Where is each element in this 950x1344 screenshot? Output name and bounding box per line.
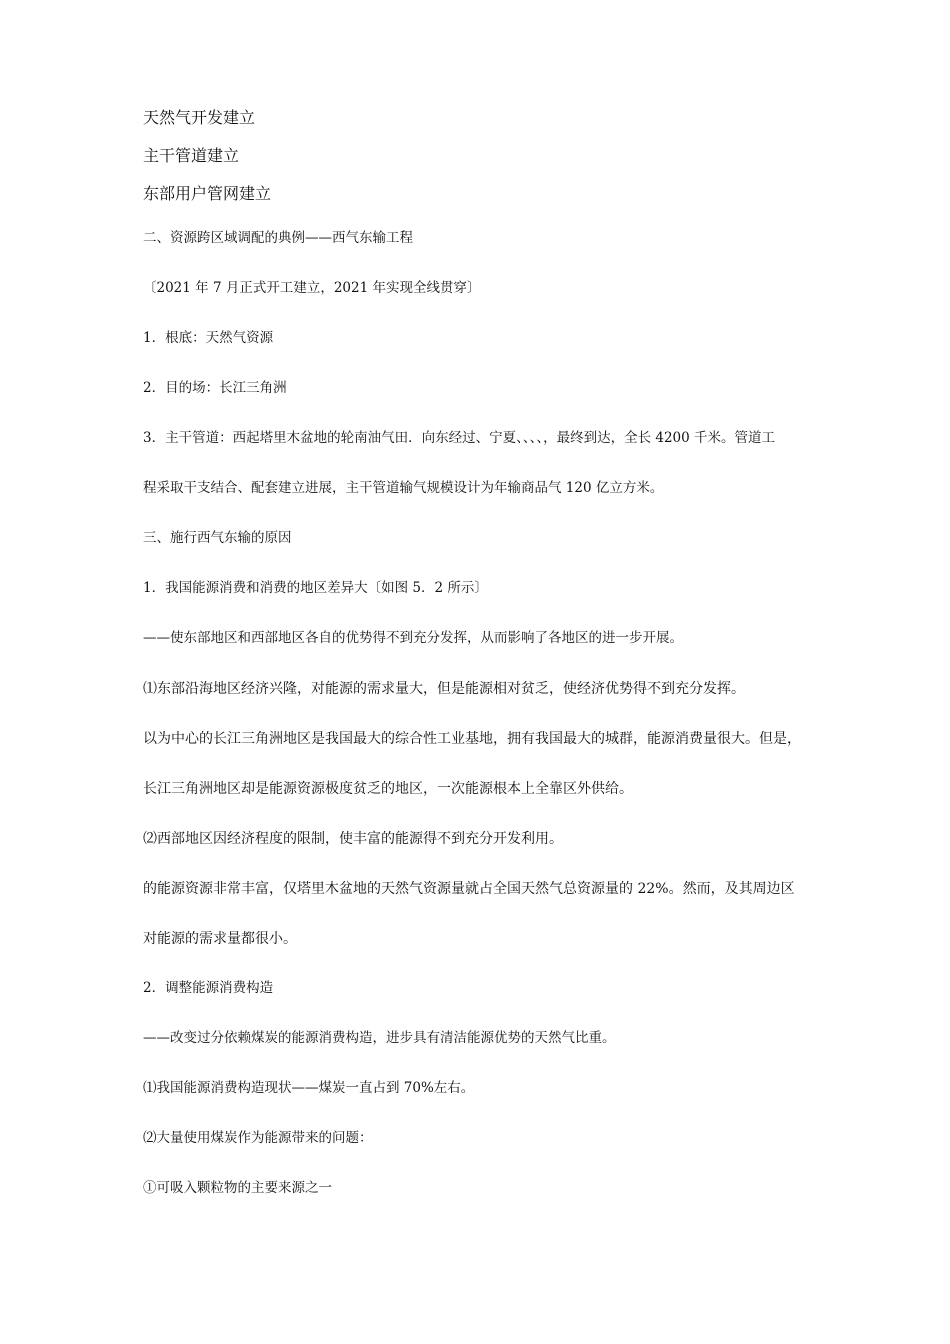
body-line: ⑴我国能源消费构造现状——煤炭一直占到 70%左右。 xyxy=(143,1080,475,1096)
body-line: 以为中心的长江三角洲地区是我国最大的综合性工业基地，拥有我国最大的城群，能源消费量很大。但是， xyxy=(143,731,801,747)
body-line: 对能源的需求量都很小。 xyxy=(143,931,297,947)
body-line: 程采取干支结合、配套建立进展，主干管道输气规模设计为年输商品气 120 亿立方米。 xyxy=(143,480,664,496)
body-line: ⑵西部地区因经济程度的限制，使丰富的能源得不到充分开发利用。 xyxy=(143,831,563,847)
body-line: 长江三角洲地区却是能源资源极度贫乏的地区，一次能源根本上全靠区外供给。 xyxy=(143,781,633,797)
body-line: ——改变过分依赖煤炭的能源消费构造，进步具有清洁能源优势的天然气比重。 xyxy=(143,1030,616,1046)
body-line: 3．主干管道：西起塔里木盆地的轮南油气田．向东经过、宁夏、、、、，最终到达，全长 4200 千米。管道工 xyxy=(143,430,776,446)
body-line: 2．调整能源消费构造 xyxy=(143,980,274,996)
section-heading-3: 三、施行西气东输的原因 xyxy=(143,530,292,546)
heading-line-1: 天然气开发建立 xyxy=(143,108,256,127)
body-line: 2．目的场：长江三角洲 xyxy=(143,380,287,396)
body-line: ⑴东部沿海地区经济兴隆，对能源的需求量大，但是能源相对贫乏，使经济优势得不到充分发挥。 xyxy=(143,681,745,697)
body-line: ①可吸入颗粒物的主要来源之一 xyxy=(143,1180,332,1196)
heading-line-2: 主干管道建立 xyxy=(143,146,240,165)
body-line: 1．根底：天然气资源 xyxy=(143,330,274,346)
heading-line-3: 东部用户管网建立 xyxy=(143,184,272,203)
section-heading-2: 二、资源跨区域调配的典例——西气东输工程 xyxy=(143,230,413,246)
body-line: 的能源资源非常丰富，仅塔里木盆地的天然气资源量就占全国天然气总资源量的 22%。然而，及其周边区 xyxy=(143,881,795,897)
body-line: ⑵大量使用煤炭作为能源带来的问题： xyxy=(143,1130,373,1146)
body-line: ——使东部地区和西部地区各自的优势得不到充分发挥，从而影响了各地区的进一步开展。 xyxy=(143,630,683,646)
body-line: 〔2021 年 7 月正式开工建立，2021 年实现全线贯穿〕 xyxy=(143,280,481,296)
body-line: 1．我国能源消费和消费的地区差异大〔如图 5．2 所示〕 xyxy=(143,580,488,596)
